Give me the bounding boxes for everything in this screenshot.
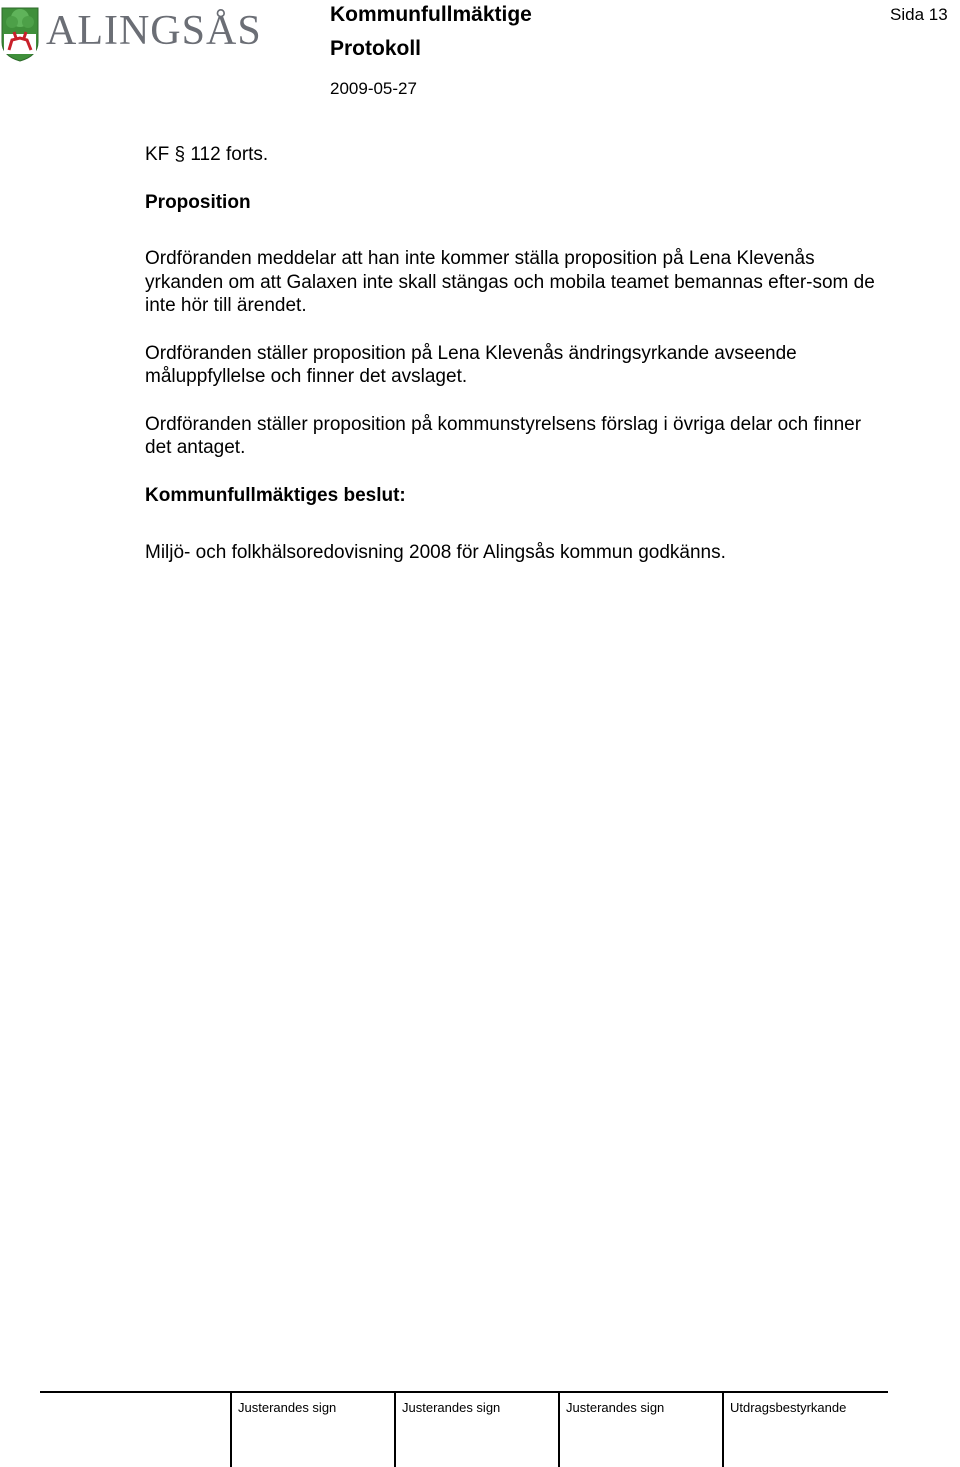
signature-cell (394, 1391, 559, 1467)
document-date: 2009-05-27 (330, 79, 417, 98)
signature-label: Justerandes sign (238, 1400, 337, 1415)
signature-cell (558, 1391, 723, 1467)
cell-divider (722, 1391, 724, 1467)
document-body (145, 143, 875, 565)
signature-cell (230, 1391, 395, 1467)
page-number: Sida 13 (890, 5, 948, 24)
signature-footer (0, 1391, 960, 1467)
signature-label: Justerandes sign (566, 1400, 665, 1415)
signature-label: Justerandes sign (402, 1400, 501, 1415)
paragraph: Ordföranden ställer proposition på Lena Klevenås ändringsyrkande avseende måluppfyllelse och finner det avslaget. (145, 342, 797, 387)
certification-cell (722, 1391, 888, 1467)
paragraph: Ordföranden meddelar att han inte kommer ställa proposition på Lena Klevenås yrkanden om att Galaxen inte skall stängas och mobila teamet bemannas efter-som de inte hör till ärendet. (145, 248, 875, 316)
section-reference: KF § 112 forts. (145, 144, 269, 165)
alingsas-logo (0, 6, 260, 64)
document-title: Kommunfullmäktige (330, 3, 532, 26)
coat-of-arms-icon (0, 6, 40, 62)
logo-wordmark: ALINGSÅS (46, 8, 262, 54)
heading-proposition: Proposition (145, 191, 251, 213)
certification-label: Utdragsbestyrkande (730, 1400, 847, 1415)
heading-decision: Kommunfullmäktiges beslut: (145, 484, 406, 506)
paragraph: Ordföranden ställer proposition på kommunstyrelsens förslag i övriga delar och finner det antaget. (145, 413, 862, 458)
cell-divider (230, 1391, 232, 1467)
document-type: Protokoll (330, 37, 422, 60)
cell-divider (558, 1391, 560, 1467)
cell-divider (394, 1391, 396, 1467)
decision-text: Miljö- och folkhälsoredovisning 2008 för Alingsås kommun godkänns. (145, 542, 726, 563)
